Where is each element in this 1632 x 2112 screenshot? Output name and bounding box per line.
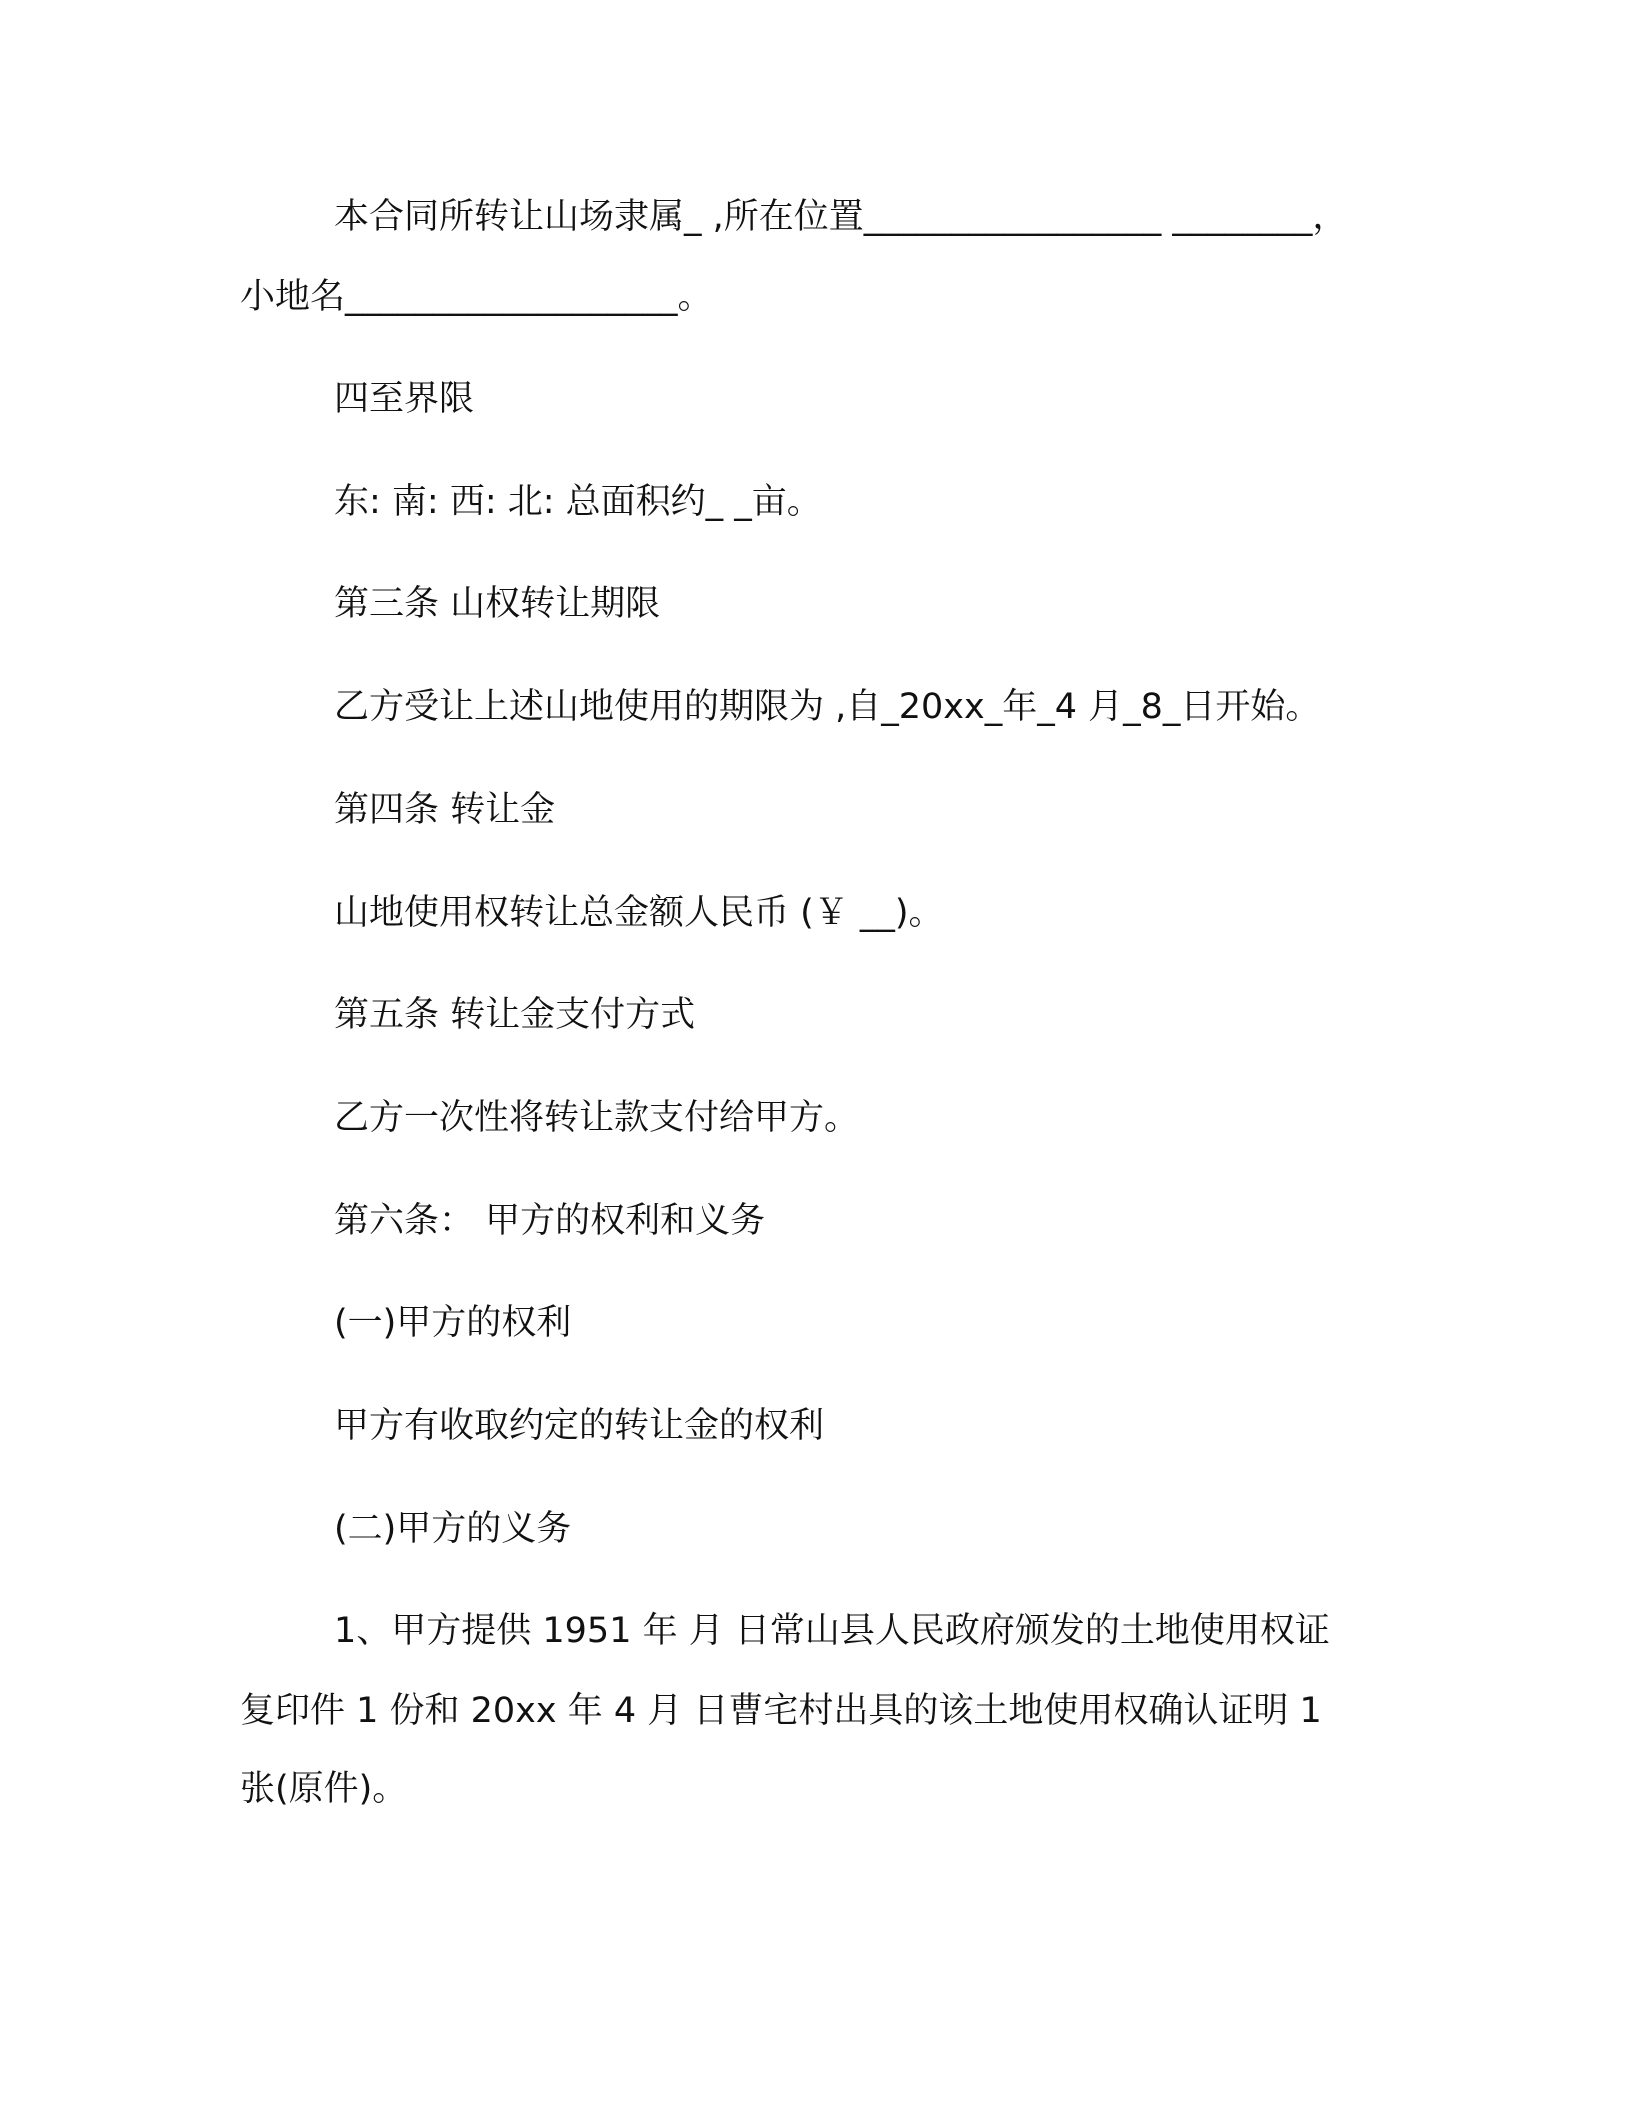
heading-article-4: 第四条 转让金 (334, 790, 556, 830)
paragraph-transfer-amount: 山地使用权转让总金额人民币 (￥ __)。 (334, 893, 944, 933)
paragraph-party-a-rights: 甲方有收取约定的转让金的权利 (334, 1406, 825, 1446)
heading-article-6: 第六条： 甲方的权利和义务 (334, 1201, 766, 1241)
heading-article-3: 第三条 山权转让期限 (334, 584, 661, 624)
paragraph-boundaries-area: 东: 南: 西: 北: 总面积约_ _亩。 (334, 482, 822, 522)
paragraph-location-line-2: 小地名___________________。 (240, 277, 713, 317)
paragraph-term: 乙方受让上述山地使用的期限为 ,自_20xx_年_4 月_8_日开始。 (334, 687, 1321, 727)
heading-article-5: 第五条 转让金支付方式 (334, 995, 696, 1035)
subheading-party-a-rights: (一)甲方的权利 (334, 1303, 572, 1343)
paragraph-obligation-1-line-3: 张(原件)。 (240, 1769, 408, 1809)
paragraph-obligation-1-line-1: 1、甲方提供 1951 年 月 日常山县人民政府颁发的土地使用权证 (334, 1611, 1330, 1651)
heading-boundaries: 四至界限 (334, 379, 475, 419)
paragraph-location-line-1: 本合同所转让山场隶属_ ,所在位置_________________ ________， (334, 197, 1348, 237)
paragraph-obligation-1-line-2: 复印件 1 份和 20xx 年 4 月 日曹宅村出具的该土地使用权确认证明 1 (240, 1691, 1322, 1731)
paragraph-payment: 乙方一次性将转让款支付给甲方。 (334, 1098, 860, 1138)
subheading-party-a-obligations: (二)甲方的义务 (334, 1509, 572, 1549)
